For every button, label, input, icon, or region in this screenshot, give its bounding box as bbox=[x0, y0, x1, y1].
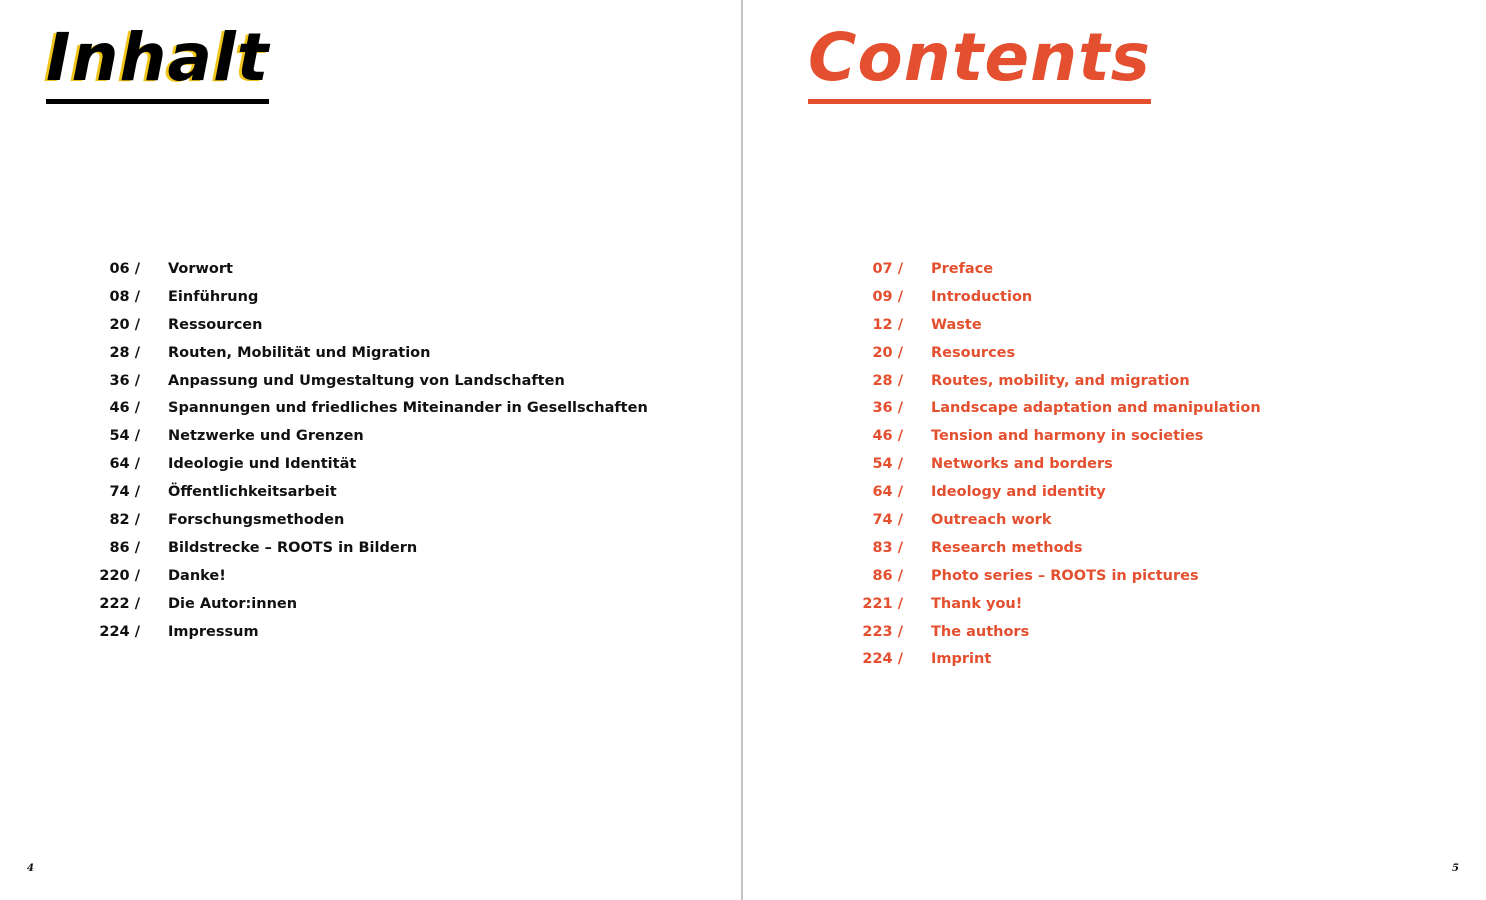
toc-page-number: 74 / bbox=[872, 512, 903, 529]
toc-page-number: 224 / bbox=[99, 623, 140, 640]
toc-entry[interactable] bbox=[60, 568, 648, 596]
page-number: 5 bbox=[1452, 863, 1459, 874]
toc-entry-title: Spannungen und friedliches Miteinander in Gesellschaften bbox=[168, 400, 648, 417]
toc-page-number: 220 / bbox=[99, 567, 140, 584]
toc-entry[interactable] bbox=[823, 317, 1261, 345]
toc-entry[interactable] bbox=[60, 624, 648, 652]
toc-entry[interactable] bbox=[60, 596, 648, 624]
toc-entry[interactable] bbox=[60, 484, 648, 512]
toc-entry[interactable] bbox=[823, 596, 1261, 624]
toc-entry[interactable] bbox=[60, 512, 648, 540]
toc-entry[interactable] bbox=[823, 651, 1261, 679]
toc-entry-title: Anpassung und Umgestaltung von Landschaften bbox=[168, 372, 565, 389]
toc-entry-title: The authors bbox=[931, 623, 1030, 640]
toc-entry[interactable] bbox=[60, 317, 648, 345]
toc-entry-title: Ressourcen bbox=[168, 316, 263, 333]
toc-page-number: 20 / bbox=[872, 344, 903, 361]
page-title-contents: Contents bbox=[808, 18, 1151, 104]
page-number: 4 bbox=[27, 863, 34, 874]
right-page bbox=[743, 0, 1486, 900]
toc-page-number: 36 / bbox=[872, 400, 903, 417]
toc-entry-title: Waste bbox=[931, 316, 982, 333]
toc-page-number: 54 / bbox=[109, 428, 140, 445]
toc-entry-title: Resources bbox=[931, 344, 1016, 361]
toc-entry[interactable] bbox=[823, 373, 1261, 401]
toc-page-number: 12 / bbox=[872, 316, 903, 333]
toc-entry-title: Vorwort bbox=[168, 261, 233, 277]
toc-entry[interactable] bbox=[60, 261, 648, 289]
toc-entry-title: Routes, mobility, and migration bbox=[931, 372, 1190, 389]
toc-page-number: 54 / bbox=[872, 456, 903, 473]
toc-page-number: 64 / bbox=[109, 456, 140, 473]
toc-entry-title: Outreach work bbox=[931, 512, 1052, 529]
toc-entry[interactable] bbox=[823, 456, 1261, 484]
toc-page-number: 64 / bbox=[872, 484, 903, 501]
toc-page-number: 28 / bbox=[109, 344, 140, 361]
toc-entry-title: Impressum bbox=[168, 623, 259, 640]
toc-page-number: 222 / bbox=[99, 595, 140, 612]
toc-page-number: 86 / bbox=[872, 567, 903, 584]
toc-entry-title: Forschungsmethoden bbox=[168, 512, 345, 529]
toc-entry-title: Netzwerke und Grenzen bbox=[168, 428, 364, 445]
toc-entry-title: Research methods bbox=[931, 539, 1083, 556]
toc-page-number: 07 / bbox=[872, 261, 903, 277]
toc-entry-title: Ideologie und Identität bbox=[168, 456, 357, 473]
toc-entry[interactable] bbox=[823, 345, 1261, 373]
toc-entry-title: Landscape adaptation and manipulation bbox=[931, 400, 1261, 417]
toc-entry[interactable] bbox=[823, 568, 1261, 596]
page-title-inhalt: Inhalt bbox=[46, 18, 269, 104]
toc-entry[interactable] bbox=[823, 540, 1261, 568]
toc-entry[interactable] bbox=[823, 624, 1261, 652]
toc-entry-title: Thank you! bbox=[931, 595, 1023, 612]
toc-entry[interactable] bbox=[823, 512, 1261, 540]
toc-entry-title: Ideology and identity bbox=[931, 484, 1106, 501]
toc-page-number: 36 / bbox=[109, 372, 140, 389]
toc-entry-title: Bildstrecke – ROOTS in Bildern bbox=[168, 539, 418, 556]
toc-entry[interactable] bbox=[60, 456, 648, 484]
toc-entry[interactable] bbox=[823, 289, 1261, 317]
toc-entry-title: Öffentlichkeitsarbeit bbox=[168, 484, 337, 501]
toc-page-number: 86 / bbox=[109, 539, 140, 556]
toc-page-number: 28 / bbox=[872, 372, 903, 389]
toc-page-number: 46 / bbox=[872, 428, 903, 445]
toc-entry-title: Die Autor:innen bbox=[168, 595, 298, 612]
toc-page-number: 224 / bbox=[862, 651, 903, 668]
toc-entry[interactable] bbox=[60, 345, 648, 373]
toc-entry[interactable] bbox=[60, 428, 648, 456]
toc-page-number: 82 / bbox=[109, 512, 140, 529]
toc-entry-title: Photo series – ROOTS in pictures bbox=[931, 567, 1199, 584]
toc-entry[interactable] bbox=[823, 400, 1261, 428]
toc-page-number: 221 / bbox=[862, 595, 903, 612]
toc-entry-title: Preface bbox=[931, 261, 994, 277]
toc-entry[interactable] bbox=[60, 373, 648, 401]
toc-page-number: 83 / bbox=[872, 539, 903, 556]
toc-page-number: 20 / bbox=[109, 316, 140, 333]
toc-list-english bbox=[823, 261, 1261, 679]
toc-page-number: 08 / bbox=[109, 288, 140, 305]
toc-entry-title: Einführung bbox=[168, 288, 259, 305]
toc-entry-title: Networks and borders bbox=[931, 456, 1113, 473]
toc-entry[interactable] bbox=[823, 428, 1261, 456]
toc-entry-title: Imprint bbox=[931, 651, 992, 668]
toc-list-german bbox=[60, 261, 648, 651]
toc-entry-title: Routen, Mobilität und Migration bbox=[168, 344, 431, 361]
toc-page-number: 46 / bbox=[109, 400, 140, 417]
toc-entry-title: Tension and harmony in societies bbox=[931, 428, 1204, 445]
toc-page-number: 09 / bbox=[872, 288, 903, 305]
toc-page-number: 223 / bbox=[862, 623, 903, 640]
toc-entry[interactable] bbox=[823, 261, 1261, 289]
toc-page-number: 06 / bbox=[109, 261, 140, 277]
toc-page-number: 74 / bbox=[109, 484, 140, 501]
toc-entry[interactable] bbox=[60, 540, 648, 568]
toc-entry[interactable] bbox=[60, 400, 648, 428]
toc-entry[interactable] bbox=[823, 484, 1261, 512]
toc-entry-title: Introduction bbox=[931, 288, 1033, 305]
toc-entry-title: Danke! bbox=[168, 567, 226, 584]
toc-entry[interactable] bbox=[60, 289, 648, 317]
